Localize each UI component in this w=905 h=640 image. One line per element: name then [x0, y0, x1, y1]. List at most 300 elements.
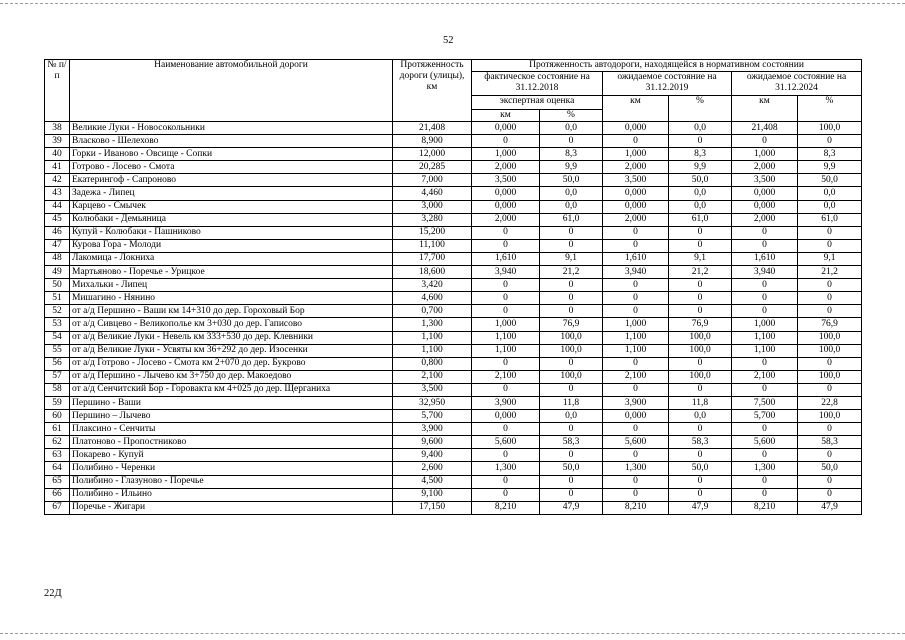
actual-2018-km: 1,000	[472, 148, 540, 161]
road-length: 11,100	[393, 239, 472, 252]
header-expected-2024: ожидаемое состояние на 31.12.2024	[732, 72, 862, 96]
road-name: Михальки - Липец	[70, 279, 393, 292]
table-row	[45, 396, 862, 409]
expected-2019-km: 3,940	[603, 266, 669, 279]
expected-2024-km: 0	[732, 135, 798, 148]
expected-2019-pct: 100,0	[669, 370, 732, 383]
expected-2024-pct: 0	[798, 423, 862, 436]
expected-2019-pct: 0	[669, 475, 732, 488]
table-row	[45, 252, 862, 265]
row-number: 40	[45, 148, 70, 161]
expected-2019-pct: 0,0	[669, 410, 732, 423]
expected-2024-pct: 0	[798, 383, 862, 396]
expected-2019-pct: 0,0	[669, 187, 732, 200]
actual-2018-km: 1,300	[472, 462, 540, 475]
row-number: 49	[45, 266, 70, 279]
road-length: 17,700	[393, 252, 472, 265]
actual-2018-pct: 0,0	[540, 122, 603, 135]
road-length: 4,500	[393, 475, 472, 488]
row-number: 44	[45, 200, 70, 213]
table-row	[45, 370, 862, 383]
expected-2019-km: 1,610	[603, 252, 669, 265]
expected-2019-pct: 100,0	[669, 331, 732, 344]
expected-2024-pct: 100,0	[798, 344, 862, 357]
actual-2018-km: 0	[472, 226, 540, 239]
actual-2018-pct: 100,0	[540, 344, 603, 357]
actual-2018-pct: 47,9	[540, 501, 603, 514]
actual-2018-km: 0	[472, 135, 540, 148]
expected-2019-km: 2,000	[603, 161, 669, 174]
actual-2018-pct: 21,2	[540, 266, 603, 279]
road-name: Поречье - Жигари	[70, 501, 393, 514]
expected-2024-km: 1,300	[732, 462, 798, 475]
row-number: 48	[45, 252, 70, 265]
actual-2018-km: 5,600	[472, 436, 540, 449]
row-number: 47	[45, 239, 70, 252]
road-length: 3,900	[393, 423, 472, 436]
expected-2024-km: 7,500	[732, 396, 798, 409]
expected-2024-km: 0	[732, 423, 798, 436]
expected-2024-km: 0	[732, 383, 798, 396]
expected-2019-km: 0,000	[603, 200, 669, 213]
expected-2024-pct: 0	[798, 305, 862, 318]
table-row	[45, 148, 862, 161]
table-row	[45, 279, 862, 292]
row-number: 46	[45, 226, 70, 239]
road-length: 3,500	[393, 383, 472, 396]
expected-2019-pct: 0	[669, 135, 732, 148]
expected-2024-pct: 0	[798, 239, 862, 252]
road-name: Покарево - Купуй	[70, 449, 393, 462]
expected-2024-km: 5,600	[732, 436, 798, 449]
expected-2019-km: 0	[603, 226, 669, 239]
actual-2018-pct: 61,0	[540, 213, 603, 226]
header-road-name: Наименование автомобильной дороги	[70, 60, 393, 122]
expected-2019-km: 8,210	[603, 501, 669, 514]
table-row	[45, 318, 862, 331]
table-header	[45, 60, 862, 122]
expected-2019-pct: 100,0	[669, 344, 732, 357]
expected-2024-km: 3,500	[732, 174, 798, 187]
expected-2019-pct: 0,0	[669, 200, 732, 213]
actual-2018-km: 3,500	[472, 174, 540, 187]
table-row	[45, 174, 862, 187]
expected-2024-pct: 8,3	[798, 148, 862, 161]
expected-2024-km: 1,000	[732, 148, 798, 161]
actual-2018-km: 0	[472, 449, 540, 462]
table-row	[45, 292, 862, 305]
expected-2019-pct: 0	[669, 279, 732, 292]
table-row	[45, 161, 862, 174]
row-number: 58	[45, 383, 70, 396]
road-name: Плаксино - Сенчиты	[70, 423, 393, 436]
table-row	[45, 410, 862, 423]
road-length: 5,700	[393, 410, 472, 423]
table-row	[45, 135, 862, 148]
actual-2018-pct: 0	[540, 292, 603, 305]
road-length: 18,600	[393, 266, 472, 279]
road-name: Першино - Ваши	[70, 396, 393, 409]
table-row	[45, 436, 862, 449]
expected-2019-pct: 8,3	[669, 148, 732, 161]
expected-2024-pct: 0	[798, 488, 862, 501]
expected-2019-pct: 0	[669, 305, 732, 318]
table-row	[45, 501, 862, 514]
expected-2024-pct: 22,8	[798, 396, 862, 409]
header-km: км	[603, 96, 669, 122]
table-row	[45, 305, 862, 318]
expected-2019-pct: 21,2	[669, 266, 732, 279]
expected-2024-km: 1,100	[732, 344, 798, 357]
table-row	[45, 239, 862, 252]
expected-2024-pct: 0	[798, 292, 862, 305]
expected-2024-pct: 100,0	[798, 331, 862, 344]
actual-2018-pct: 58,3	[540, 436, 603, 449]
actual-2018-km: 0,000	[472, 187, 540, 200]
road-length: 1,300	[393, 318, 472, 331]
row-number: 60	[45, 410, 70, 423]
road-name: Горки - Иваново - Овсище - Сопки	[70, 148, 393, 161]
actual-2018-pct: 76,9	[540, 318, 603, 331]
road-name: Колюбаки - Демьяница	[70, 213, 393, 226]
row-number: 65	[45, 475, 70, 488]
actual-2018-km: 1,100	[472, 331, 540, 344]
expected-2019-km: 0	[603, 135, 669, 148]
actual-2018-pct: 0	[540, 357, 603, 370]
expected-2019-pct: 0	[669, 292, 732, 305]
expected-2024-km: 0	[732, 488, 798, 501]
expected-2019-km: 0	[603, 383, 669, 396]
expected-2019-pct: 76,9	[669, 318, 732, 331]
expected-2024-km: 2,100	[732, 370, 798, 383]
header-expert-assessment: экспертная оценка	[472, 96, 603, 110]
expected-2024-km: 0	[732, 475, 798, 488]
row-number: 55	[45, 344, 70, 357]
expected-2019-km: 1,100	[603, 344, 669, 357]
road-name: от а/д Великие Луки - Усвяты км 36+292 до дер. Изосенки	[70, 344, 393, 357]
road-length: 8,900	[393, 135, 472, 148]
actual-2018-pct: 100,0	[540, 370, 603, 383]
expected-2024-pct: 9,1	[798, 252, 862, 265]
expected-2019-pct: 50,0	[669, 462, 732, 475]
actual-2018-pct: 0	[540, 226, 603, 239]
table-body	[45, 122, 862, 515]
road-name: Полибино - Глазуново - Поречье	[70, 475, 393, 488]
expected-2024-pct: 21,2	[798, 266, 862, 279]
table-row	[45, 423, 862, 436]
expected-2019-pct: 9,9	[669, 161, 732, 174]
road-length: 7,000	[393, 174, 472, 187]
expected-2024-pct: 0	[798, 357, 862, 370]
road-name: Екатерингоф - Сапроново	[70, 174, 393, 187]
expected-2024-pct: 100,0	[798, 370, 862, 383]
road-length: 17,150	[393, 501, 472, 514]
expected-2024-pct: 0	[798, 279, 862, 292]
expected-2019-km: 2,100	[603, 370, 669, 383]
expected-2019-pct: 0	[669, 449, 732, 462]
header-km: км	[472, 110, 540, 122]
road-name: от а/д Першино - Лычево км 3+750 до дер. Макоедово	[70, 370, 393, 383]
table-row	[45, 226, 862, 239]
expected-2024-pct: 61,0	[798, 213, 862, 226]
row-number: 45	[45, 213, 70, 226]
actual-2018-km: 2,000	[472, 213, 540, 226]
expected-2024-km: 8,210	[732, 501, 798, 514]
top-scan-edge	[0, 3, 905, 4]
road-name: от а/д Першино - Ваши км 14+310 до дер. Гороховый Бор	[70, 305, 393, 318]
actual-2018-pct: 0	[540, 383, 603, 396]
expected-2024-km: 0	[732, 279, 798, 292]
road-length: 3,000	[393, 200, 472, 213]
actual-2018-pct: 0	[540, 475, 603, 488]
row-number: 67	[45, 501, 70, 514]
expected-2024-pct: 100,0	[798, 122, 862, 135]
expected-2019-km: 2,000	[603, 213, 669, 226]
row-number: 62	[45, 436, 70, 449]
row-number: 51	[45, 292, 70, 305]
header-num: № п/п	[45, 60, 70, 122]
road-length: 2,100	[393, 370, 472, 383]
header-expected-2019: ожидаемое состояние на 31.12.2019	[603, 72, 732, 96]
expected-2024-pct: 0	[798, 226, 862, 239]
table-row	[45, 462, 862, 475]
expected-2019-km: 0	[603, 475, 669, 488]
expected-2019-km: 0	[603, 423, 669, 436]
header-pct: %	[540, 110, 603, 122]
actual-2018-pct: 0	[540, 279, 603, 292]
actual-2018-km: 0	[472, 357, 540, 370]
actual-2018-km: 0,000	[472, 410, 540, 423]
row-number: 42	[45, 174, 70, 187]
road-length: 9,600	[393, 436, 472, 449]
expected-2019-km: 0	[603, 357, 669, 370]
expected-2019-km: 0	[603, 292, 669, 305]
actual-2018-pct: 0,0	[540, 200, 603, 213]
expected-2024-km: 0	[732, 449, 798, 462]
row-number: 53	[45, 318, 70, 331]
expected-2019-km: 0	[603, 488, 669, 501]
expected-2019-km: 5,600	[603, 436, 669, 449]
expected-2024-km: 1,610	[732, 252, 798, 265]
table-row	[45, 475, 862, 488]
table-row	[45, 357, 862, 370]
expected-2019-km: 1,000	[603, 318, 669, 331]
row-number: 50	[45, 279, 70, 292]
expected-2024-pct: 0	[798, 135, 862, 148]
expected-2019-pct: 0	[669, 383, 732, 396]
expected-2019-pct: 58,3	[669, 436, 732, 449]
actual-2018-pct: 50,0	[540, 462, 603, 475]
expected-2024-km: 0	[732, 226, 798, 239]
row-number: 56	[45, 357, 70, 370]
road-length: 4,600	[393, 292, 472, 305]
row-number: 39	[45, 135, 70, 148]
expected-2024-km: 0	[732, 357, 798, 370]
actual-2018-km: 0	[472, 279, 540, 292]
table-row	[45, 383, 862, 396]
actual-2018-km: 3,940	[472, 266, 540, 279]
table-row	[45, 344, 862, 357]
table-row	[45, 122, 862, 135]
expected-2019-km: 0,000	[603, 122, 669, 135]
expected-2024-pct: 76,9	[798, 318, 862, 331]
actual-2018-km: 1,000	[472, 318, 540, 331]
road-length: 21,408	[393, 122, 472, 135]
expected-2019-pct: 0,0	[669, 122, 732, 135]
expected-2019-pct: 0	[669, 239, 732, 252]
expected-2019-km: 3,900	[603, 396, 669, 409]
row-number: 52	[45, 305, 70, 318]
expected-2024-km: 0	[732, 305, 798, 318]
road-name: Великие Луки - Новосокольники	[70, 122, 393, 135]
expected-2024-pct: 100,0	[798, 410, 862, 423]
road-name: Курова Гора - Молоди	[70, 239, 393, 252]
actual-2018-pct: 0	[540, 305, 603, 318]
road-length: 15,200	[393, 226, 472, 239]
actual-2018-pct: 0	[540, 449, 603, 462]
expected-2019-km: 0	[603, 305, 669, 318]
road-name: Першино – Лычево	[70, 410, 393, 423]
actual-2018-pct: 11,8	[540, 396, 603, 409]
actual-2018-km: 0,000	[472, 122, 540, 135]
road-name: Полибино - Черенки	[70, 462, 393, 475]
row-number: 57	[45, 370, 70, 383]
actual-2018-pct: 9,1	[540, 252, 603, 265]
table-row	[45, 488, 862, 501]
road-length: 20,285	[393, 161, 472, 174]
expected-2024-pct: 47,9	[798, 501, 862, 514]
row-number: 64	[45, 462, 70, 475]
road-name: Полибино - Ильино	[70, 488, 393, 501]
road-name: Мишагино - Нянино	[70, 292, 393, 305]
header-pct: %	[669, 96, 732, 122]
page-number: 52	[443, 35, 454, 46]
actual-2018-pct: 0,0	[540, 187, 603, 200]
row-number: 38	[45, 122, 70, 135]
actual-2018-pct: 0	[540, 239, 603, 252]
expected-2024-km: 5,700	[732, 410, 798, 423]
table-row	[45, 200, 862, 213]
road-name: Купуй - Колюбаки - Пашниково	[70, 226, 393, 239]
expected-2019-km: 1,300	[603, 462, 669, 475]
road-length: 3,420	[393, 279, 472, 292]
row-number: 66	[45, 488, 70, 501]
road-length: 4,460	[393, 187, 472, 200]
actual-2018-km: 8,210	[472, 501, 540, 514]
expected-2024-km: 0,000	[732, 200, 798, 213]
table-row	[45, 187, 862, 200]
expected-2024-km: 0	[732, 292, 798, 305]
actual-2018-pct: 9,9	[540, 161, 603, 174]
row-number: 41	[45, 161, 70, 174]
expected-2019-km: 0	[603, 279, 669, 292]
road-length: 12,000	[393, 148, 472, 161]
header-road-length: Протяженность дороги (улицы), км	[393, 60, 472, 122]
actual-2018-pct: 8,3	[540, 148, 603, 161]
expected-2019-pct: 11,8	[669, 396, 732, 409]
expected-2019-pct: 0	[669, 226, 732, 239]
actual-2018-km: 0	[472, 305, 540, 318]
expected-2019-km: 0,000	[603, 410, 669, 423]
actual-2018-km: 0,000	[472, 200, 540, 213]
road-name: Лакомица - Локниха	[70, 252, 393, 265]
road-name: от а/д Готрово - Лосево - Смота км 2+070 до дер. Букрово	[70, 357, 393, 370]
actual-2018-km: 2,000	[472, 161, 540, 174]
road-name: от а/д Великие Луки - Невель км 333+530 до дер. Клевники	[70, 331, 393, 344]
expected-2024-km: 21,408	[732, 122, 798, 135]
expected-2019-pct: 0	[669, 357, 732, 370]
actual-2018-km: 2,100	[472, 370, 540, 383]
expected-2019-pct: 47,9	[669, 501, 732, 514]
road-name: Задежа - Липец	[70, 187, 393, 200]
header-km: км	[732, 96, 798, 122]
expected-2024-pct: 50,0	[798, 174, 862, 187]
actual-2018-km: 3,900	[472, 396, 540, 409]
expected-2024-km: 1,000	[732, 318, 798, 331]
footer-code: 22Д	[44, 588, 62, 599]
expected-2019-km: 1,000	[603, 148, 669, 161]
expected-2024-km: 2,000	[732, 213, 798, 226]
expected-2019-km: 0	[603, 239, 669, 252]
row-number: 59	[45, 396, 70, 409]
actual-2018-km: 0	[472, 292, 540, 305]
expected-2019-pct: 61,0	[669, 213, 732, 226]
expected-2019-km: 0,000	[603, 187, 669, 200]
road-length: 9,100	[393, 488, 472, 501]
expected-2024-km: 1,100	[732, 331, 798, 344]
actual-2018-pct: 0,0	[540, 410, 603, 423]
actual-2018-pct: 0	[540, 488, 603, 501]
road-name: Мартьяново - Поречье - Урицкое	[70, 266, 393, 279]
expected-2019-pct: 0	[669, 488, 732, 501]
expected-2019-pct: 0	[669, 423, 732, 436]
expected-2024-pct: 0,0	[798, 187, 862, 200]
actual-2018-km: 0	[472, 488, 540, 501]
bottom-scan-edge	[0, 633, 905, 634]
actual-2018-pct: 0	[540, 135, 603, 148]
road-name: Карцево - Смычек	[70, 200, 393, 213]
actual-2018-km: 0	[472, 423, 540, 436]
expected-2024-pct: 0	[798, 449, 862, 462]
expected-2019-km: 3,500	[603, 174, 669, 187]
table-row	[45, 331, 862, 344]
road-length: 2,600	[393, 462, 472, 475]
road-length: 1,100	[393, 331, 472, 344]
table-row	[45, 266, 862, 279]
actual-2018-km: 0	[472, 383, 540, 396]
header-normative-length: Протяженность автодороги, находящейся в нормативном состоянии	[472, 60, 862, 72]
row-number: 54	[45, 331, 70, 344]
road-length: 9,400	[393, 449, 472, 462]
actual-2018-km: 0	[472, 475, 540, 488]
table-row	[45, 213, 862, 226]
road-name: Платоново - Пропостниково	[70, 436, 393, 449]
actual-2018-km: 0	[472, 239, 540, 252]
actual-2018-pct: 0	[540, 423, 603, 436]
expected-2024-km: 0	[732, 239, 798, 252]
header-pct: %	[798, 96, 862, 122]
actual-2018-km: 1,610	[472, 252, 540, 265]
expected-2024-km: 2,000	[732, 161, 798, 174]
table-row	[45, 449, 862, 462]
road-length: 0,800	[393, 357, 472, 370]
row-number: 61	[45, 423, 70, 436]
actual-2018-pct: 100,0	[540, 331, 603, 344]
expected-2024-pct: 9,9	[798, 161, 862, 174]
expected-2024-pct: 0	[798, 475, 862, 488]
roads-table	[44, 59, 862, 515]
expected-2019-pct: 9,1	[669, 252, 732, 265]
